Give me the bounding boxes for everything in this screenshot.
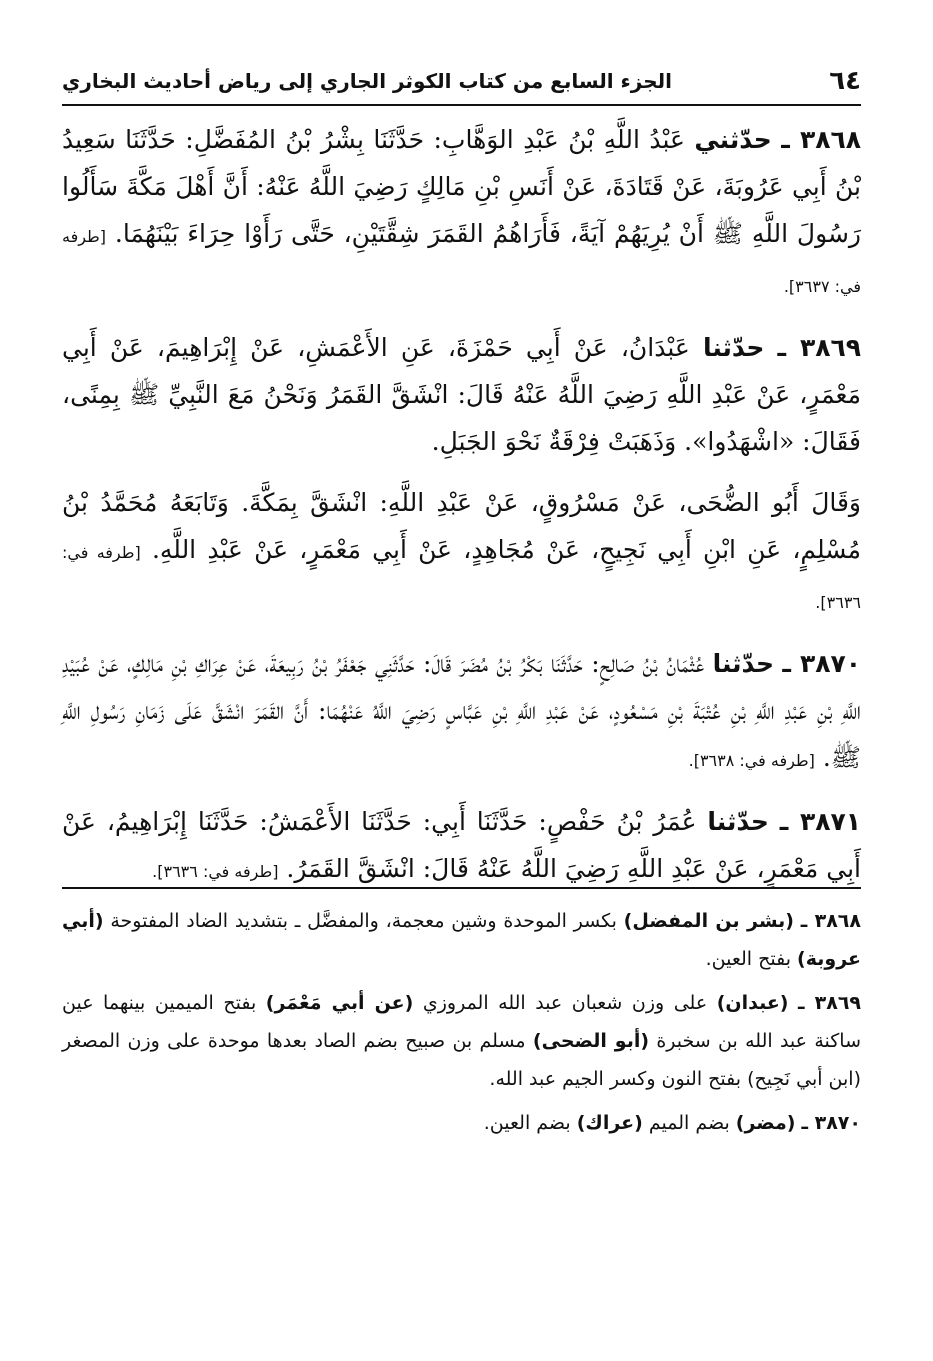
hadith-text: عَبْدُ اللَّهِ بْنُ عَبْدِ الوَهَّابِ: حَدَّثَنَا بِشْرُ بْنُ المُفَضَّلِ: حَدَّثَنَا سَعِيدُ بْنُ أَبِي عَرُوبَةَ، عَنْ قَتَادَةَ، عَنْ أَنَسِ بْنِ مَالِكٍ رَضِيَ اللَّهُ عَنْهُ: أَنَّ أَهْلَ مَكَّةَ سَأَلُوا رَسُولَ اللَّهِ ﷺ أَنْ يُرِيَهُمْ آيَةً، فَأَرَاهُمُ القَمَرَ شِقَّتَيْنِ، حَتَّى رَأَوْا حِرَاءَ بَيْنَهُمَا.: [62, 125, 862, 248]
hadith-lead-word: حدّثني: [694, 125, 772, 154]
hadith-number: ٣٨٧١ ـ: [779, 807, 862, 836]
footnote-separator: [62, 887, 861, 889]
note-term: (عراك): [576, 1112, 643, 1134]
cross-reference: [طرفه في: ٣٦٣٦].: [152, 862, 279, 881]
note-number: ٣٨٦٨ ـ: [800, 910, 861, 932]
hadith-number: ٣٨٦٨ ـ: [781, 125, 861, 154]
note-term: (بشر بن المفضل): [623, 910, 794, 932]
note-3870: [62, 1104, 861, 1142]
note-3869: [62, 984, 861, 1098]
note-term: (أبو الضحى): [532, 1030, 650, 1052]
note-text: مسلم بن صبيح بضم الصاد بعدها موحدة على وزن المصغر (ابن أبي نَجِيح) بفتح النون وكسر الجيم عبد الله.: [62, 1030, 861, 1090]
hadith-text: عُمَرُ بْنُ حَفْصٍ: حَدَّثَنَا أَبِي: حَدَّثَنَا الأَعْمَشُ: حَدَّثَنَا إِبْرَاهِيمُ، عَنْ أَبِي مَعْمَرٍ، عَنْ عَبْدِ اللَّهِ رَضِيَ اللَّهُ عَنْهُ قَالَ: انْشَقَّ القَمَرُ.: [62, 807, 861, 883]
note-text: على وزن شعبان عبد الله المروزي: [413, 992, 717, 1014]
note-text: بكسر الموحدة وشين معجمة، والمفضَّل ـ بتشديد الضاد المفتوحة: [103, 910, 624, 932]
hadith-3871: [62, 798, 861, 895]
running-title: الجزء السابع من كتاب الكوثر الجاري إلى رياض أحاديث البخاري: [62, 69, 672, 93]
page-number: ٦٤: [829, 66, 861, 96]
hadith-number: ٣٨٦٩ ـ: [777, 333, 861, 362]
hadith-3868: [62, 116, 861, 310]
note-term: (عبدان): [716, 992, 789, 1014]
hadith-text: عَبْدَانُ، عَنْ أَبِي حَمْزَةَ، عَنِ الأَعْمَشِ، عَنْ إِبْرَاهِيمَ، عَنْ أَبِي مَعْمَرٍ، عَنْ عَبْدِ اللَّهِ رَضِيَ اللَّهُ عَنْهُ قَالَ: انْشَقَّ القَمَرُ وَنَحْنُ مَعَ النَّبِيِّ ﷺ بِمِنًى، فَقَالَ: «اشْهَدُوا». وَذَهَبَتْ فِرْقَةٌ نَحْوَ الجَبَلِ.: [62, 333, 861, 456]
note-term: (عن أبي مَعْمَر): [265, 992, 414, 1014]
cross-reference: [طرفه في: ٣٦٣٨].: [688, 751, 815, 770]
cross-reference: [طرفه في: ٣٦٣٧].: [62, 227, 861, 296]
hadith-lead-word: حدّثنا: [712, 649, 775, 678]
hadith-number: ٣٨٧٠ ـ: [782, 649, 861, 678]
hadith-text: وَقَالَ أَبُو الضُّحَى، عَنْ مَسْرُوقٍ، عَنْ عَبْدِ اللَّهِ: انْشَقَّ بِمَكَّةَ. وَتَابَعَهُ مُحَمَّدُ بْنُ مُسْلِمٍ، عَنِ ابْنِ أَبِي نَجِيحٍ، عَنْ مُجَاهِدٍ، عَنْ أَبِي مَعْمَرٍ، عَنْ عَبْدِ اللَّهِ.: [62, 488, 861, 564]
cross-reference: [طرفه في: ٣٦٣٦].: [62, 543, 861, 612]
page-header: [62, 58, 861, 106]
commentary-section: [62, 902, 861, 1148]
hadith-text: عُثْمَانُ بْنُ صَالِحٍ: حَدَّثَنَا بَكْرُ بْنُ مُضَرَ قَالَ: حَدَّثَنِي جَعْفَرُ بْنُ رَبِيعَةَ، عَنْ عِرَاكِ بْنِ مَالِكٍ، عَنْ عُبَيْدِ اللَّهِ بْنِ عَبْدِ اللَّهِ بْنِ عُتْبَةَ بْنِ مَسْعُودٍ، عَنْ عَبْدِ اللَّهِ بْنِ عَبَّاسٍ رَضِيَ اللَّهُ عَنْهُمَا: أَنَّ القَمَرَ انْشَقَّ عَلَى زَمَانِ رَسُولِ اللَّهِ ﷺ.: [62, 649, 861, 772]
note-text: بفتح العين.: [705, 948, 798, 970]
hadith-lead-word: حدّثنا: [702, 333, 765, 362]
hadith-lead-word: حدّثنا: [707, 807, 769, 836]
note-term: (مضر): [735, 1112, 796, 1134]
note-text: بضم العين.: [483, 1112, 577, 1134]
hadith-3870: [62, 640, 861, 784]
hadith-3869-continuation: [62, 479, 861, 626]
note-term: (أبي عروبة): [62, 910, 861, 970]
note-number: ٣٨٧٠ ـ: [801, 1112, 861, 1134]
note-text: بضم الميم: [642, 1112, 736, 1134]
note-3868: [62, 902, 861, 978]
note-number: ٣٨٦٩ ـ: [798, 992, 862, 1014]
hadith-section: [62, 116, 861, 909]
note-text: بفتح الميمين بينهما عين ساكنة عبد الله بن سخبرة: [62, 992, 861, 1052]
hadith-3869: [62, 324, 861, 465]
